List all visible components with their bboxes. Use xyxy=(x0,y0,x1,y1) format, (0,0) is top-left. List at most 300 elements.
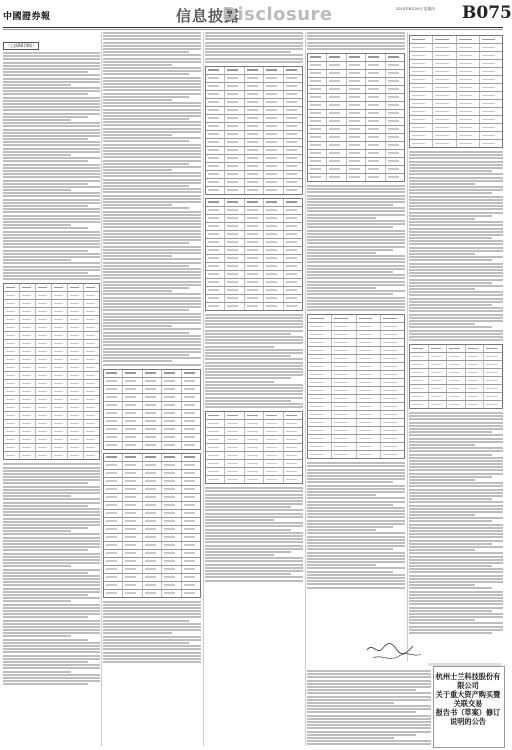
table-row xyxy=(4,348,99,356)
table-cell xyxy=(245,412,264,419)
table-cell xyxy=(225,171,244,178)
table-cell xyxy=(20,388,36,395)
announcement-title-line-2: 报告书（草案）修订说明的公告 xyxy=(435,708,501,726)
table-cell xyxy=(123,582,142,589)
table-cell xyxy=(386,118,404,125)
table-cell xyxy=(245,199,264,206)
text-line xyxy=(3,486,100,488)
table-cell xyxy=(206,91,225,98)
table-cell xyxy=(68,452,84,459)
table-cell xyxy=(357,451,381,458)
table-cell xyxy=(225,452,244,459)
table-cell xyxy=(225,279,244,286)
text-line xyxy=(307,686,431,688)
text-line xyxy=(307,689,416,691)
table-cell xyxy=(366,158,385,165)
table-cell xyxy=(123,442,142,449)
table-cell xyxy=(143,462,162,469)
table-row xyxy=(4,340,99,348)
table-cell xyxy=(381,315,404,322)
table-cell xyxy=(143,402,162,409)
table-cell xyxy=(143,558,162,565)
table-cell xyxy=(36,372,52,379)
text-line xyxy=(3,594,88,596)
text-line xyxy=(307,555,405,557)
table-cell xyxy=(206,147,225,154)
text-line xyxy=(409,613,503,615)
text-line xyxy=(3,581,100,583)
text-line xyxy=(3,514,100,516)
table-cell xyxy=(225,247,244,254)
text-column-4 xyxy=(307,32,405,632)
text-line xyxy=(409,559,503,561)
table-cell xyxy=(206,131,225,138)
text-line xyxy=(3,208,100,210)
text-line xyxy=(3,470,100,472)
masthead xyxy=(0,0,512,28)
table-cell xyxy=(347,70,366,77)
table-cell xyxy=(284,444,302,451)
table-cell xyxy=(20,316,36,323)
table-cell xyxy=(245,207,264,214)
text-line xyxy=(409,622,503,624)
text-line xyxy=(103,255,172,257)
table-cell xyxy=(347,94,366,101)
table-cell xyxy=(20,332,36,339)
table-cell xyxy=(162,510,181,517)
text-line xyxy=(409,212,503,214)
text-line xyxy=(3,266,100,268)
table-cell xyxy=(182,502,200,509)
table-cell xyxy=(182,442,200,449)
signature-mark xyxy=(363,636,427,666)
table-row xyxy=(4,316,99,324)
table-cell xyxy=(308,174,327,181)
table-cell xyxy=(20,412,36,419)
table-row xyxy=(206,107,302,115)
announcement-company: 杭州士兰科技股份有限公司 xyxy=(435,672,501,690)
text-line xyxy=(3,167,100,169)
table-row xyxy=(206,255,302,263)
text-line xyxy=(205,387,303,389)
table-cell xyxy=(447,377,466,384)
text-line xyxy=(205,58,303,60)
text-line xyxy=(3,256,100,258)
table-cell xyxy=(123,590,142,597)
table-cell xyxy=(284,147,302,154)
text-line xyxy=(103,249,201,251)
text-line xyxy=(3,591,100,593)
table-cell xyxy=(123,566,142,573)
text-line xyxy=(307,188,405,190)
table-cell xyxy=(410,108,433,115)
text-line xyxy=(3,533,100,535)
text-line xyxy=(409,161,503,163)
table-cell xyxy=(52,348,68,355)
text-line xyxy=(409,298,503,300)
table-cell xyxy=(206,444,225,451)
table-cell xyxy=(429,369,448,376)
text-line xyxy=(205,490,303,492)
table-cell xyxy=(264,155,283,162)
table-cell xyxy=(182,370,200,377)
text-line xyxy=(3,604,100,606)
table-cell xyxy=(182,542,200,549)
table-cell xyxy=(104,434,123,441)
text-line xyxy=(307,35,405,37)
table-row xyxy=(206,123,302,131)
table-cell xyxy=(84,308,99,315)
table-cell xyxy=(433,116,456,123)
table-cell xyxy=(332,403,356,410)
text-line xyxy=(409,221,503,223)
table-cell xyxy=(308,102,327,109)
table-cell xyxy=(4,412,20,419)
table-cell xyxy=(104,394,123,401)
text-line xyxy=(103,163,189,165)
text-line xyxy=(307,281,405,283)
text-line xyxy=(307,472,405,474)
text-line xyxy=(103,325,172,327)
text-line xyxy=(3,511,100,513)
text-line xyxy=(3,109,100,111)
text-line xyxy=(205,390,303,392)
table-row xyxy=(206,420,302,428)
table-cell xyxy=(36,388,52,395)
text-line xyxy=(103,35,201,37)
table-row xyxy=(308,427,404,435)
text-line xyxy=(103,121,201,123)
table-cell xyxy=(206,271,225,278)
text-line xyxy=(409,272,503,274)
text-line xyxy=(205,336,303,338)
table-cell xyxy=(104,502,123,509)
table-row xyxy=(410,68,502,76)
table-cell xyxy=(386,174,404,181)
text-line xyxy=(103,172,201,174)
table-row xyxy=(104,434,200,442)
table-row xyxy=(308,166,404,174)
table-cell xyxy=(143,574,162,581)
text-column-2 xyxy=(103,32,201,746)
text-line xyxy=(409,330,503,332)
text-line xyxy=(205,525,303,527)
table-cell xyxy=(182,470,200,477)
table-cell xyxy=(36,348,52,355)
table-row xyxy=(4,412,99,420)
table-cell xyxy=(386,158,404,165)
table-cell xyxy=(68,412,84,419)
text-line xyxy=(409,180,503,182)
table-cell xyxy=(245,263,264,270)
text-line xyxy=(205,500,303,502)
table-cell xyxy=(104,574,123,581)
table-cell xyxy=(84,404,99,411)
text-line xyxy=(409,476,492,478)
text-line xyxy=(409,250,503,252)
table-cell xyxy=(429,393,448,400)
text-line xyxy=(307,258,405,260)
table-row xyxy=(206,468,302,476)
table-cell xyxy=(433,92,456,99)
table-cell xyxy=(123,494,142,501)
table-cell xyxy=(20,372,36,379)
table-cell xyxy=(52,300,68,307)
table-cell xyxy=(143,386,162,393)
table-cell xyxy=(433,124,456,131)
table-cell xyxy=(123,418,142,425)
table-cell xyxy=(52,428,68,435)
text-line xyxy=(409,339,503,341)
table-cell xyxy=(284,287,302,294)
text-line xyxy=(205,487,303,489)
table-cell xyxy=(327,142,346,149)
table-cell xyxy=(347,62,366,69)
text-line xyxy=(205,323,303,325)
text-line xyxy=(3,87,100,89)
table-cell xyxy=(332,395,356,402)
table-cell xyxy=(332,371,356,378)
text-line xyxy=(409,310,503,312)
text-line xyxy=(409,428,503,430)
text-line xyxy=(3,495,71,497)
text-line xyxy=(3,645,100,647)
table-row xyxy=(4,372,99,380)
text-line xyxy=(205,557,303,559)
table-cell xyxy=(480,108,502,115)
table-row xyxy=(104,442,200,449)
text-line xyxy=(409,415,503,417)
table-cell xyxy=(447,393,466,400)
text-line xyxy=(409,466,503,468)
table-cell xyxy=(206,239,225,246)
table-cell xyxy=(332,355,356,362)
table-row xyxy=(206,91,302,99)
table-row xyxy=(104,418,200,426)
table-cell xyxy=(104,470,123,477)
table-cell xyxy=(143,518,162,525)
announcement-title-line-1: 关于重大资产购买暨关联交易 xyxy=(435,690,501,708)
table-cell xyxy=(84,412,99,419)
text-line xyxy=(205,545,303,547)
table-cell xyxy=(104,426,123,433)
table-cell xyxy=(457,100,480,107)
table-cell xyxy=(264,83,283,90)
text-line xyxy=(3,584,100,586)
table-cell xyxy=(68,436,84,443)
text-line xyxy=(409,425,503,427)
table-cell xyxy=(264,420,283,427)
text-line xyxy=(307,718,431,720)
table-cell xyxy=(457,124,480,131)
table-cell xyxy=(245,295,264,302)
table-cell xyxy=(264,263,283,270)
table-row xyxy=(410,140,502,147)
table-row xyxy=(104,518,200,526)
text-line xyxy=(103,73,189,75)
table-row xyxy=(206,179,302,187)
table-cell xyxy=(308,110,327,117)
table-cell xyxy=(347,78,366,85)
table-row xyxy=(4,388,99,396)
text-line xyxy=(103,360,172,362)
table-cell xyxy=(104,526,123,533)
table-row xyxy=(206,295,302,303)
table-cell xyxy=(284,179,302,186)
table-row xyxy=(104,502,200,510)
table-cell xyxy=(264,163,283,170)
table-cell xyxy=(327,102,346,109)
table-row xyxy=(308,174,404,181)
table-cell xyxy=(327,78,346,85)
text-line xyxy=(205,320,303,322)
text-line xyxy=(3,651,100,653)
table-cell xyxy=(20,452,36,459)
table-row xyxy=(206,99,302,107)
table-cell xyxy=(327,126,346,133)
table-cell xyxy=(457,116,480,123)
text-line xyxy=(205,497,303,499)
table-row xyxy=(4,420,99,428)
table-cell xyxy=(225,287,244,294)
text-line xyxy=(409,607,503,609)
table-cell xyxy=(225,91,244,98)
table-cell xyxy=(206,99,225,106)
table-cell xyxy=(225,263,244,270)
table-cell xyxy=(480,124,502,131)
table-cell xyxy=(308,427,332,434)
table-cell xyxy=(284,436,302,443)
text-line xyxy=(3,195,100,197)
table-cell xyxy=(20,396,36,403)
text-line xyxy=(103,290,172,292)
text-line xyxy=(3,667,100,669)
text-line xyxy=(3,664,100,666)
table-cell xyxy=(484,377,502,384)
text-line xyxy=(409,218,475,220)
table-cell xyxy=(225,303,244,310)
table-cell xyxy=(143,418,162,425)
text-line xyxy=(103,214,201,216)
text-line xyxy=(409,224,503,226)
table-cell xyxy=(457,132,480,139)
text-line xyxy=(3,559,100,561)
text-line xyxy=(103,128,201,130)
table-cell xyxy=(162,418,181,425)
text-line xyxy=(205,393,303,395)
table-cell xyxy=(264,436,283,443)
table-cell xyxy=(366,54,385,61)
text-line xyxy=(205,346,274,348)
table-cell xyxy=(123,526,142,533)
text-line xyxy=(409,205,503,207)
table-cell xyxy=(143,550,162,557)
table-cell xyxy=(347,54,366,61)
table-cell xyxy=(466,353,485,360)
table-cell xyxy=(480,132,502,139)
table-cell xyxy=(284,428,302,435)
table-cell xyxy=(162,434,181,441)
text-line xyxy=(103,297,201,299)
table-cell xyxy=(206,247,225,254)
table-cell xyxy=(104,518,123,525)
table-cell xyxy=(182,526,200,533)
text-line xyxy=(307,558,405,560)
table-cell xyxy=(410,68,433,75)
table-cell xyxy=(357,371,381,378)
text-line xyxy=(3,588,100,590)
table-cell xyxy=(484,345,502,352)
table-cell xyxy=(36,396,52,403)
table-cell xyxy=(36,332,52,339)
data-table xyxy=(3,283,100,460)
table-cell xyxy=(162,426,181,433)
table-cell xyxy=(386,126,404,133)
text-line xyxy=(205,564,303,566)
table-cell xyxy=(104,510,123,517)
table-cell xyxy=(182,434,200,441)
data-table xyxy=(409,35,503,148)
table-cell xyxy=(410,60,433,67)
table-cell xyxy=(143,590,162,597)
text-line xyxy=(3,52,100,54)
text-line xyxy=(307,214,405,216)
table-cell xyxy=(308,347,332,354)
table-cell xyxy=(284,75,302,82)
table-row xyxy=(410,76,502,84)
table-cell xyxy=(332,363,356,370)
table-cell xyxy=(433,60,456,67)
text-line xyxy=(307,724,431,726)
text-line xyxy=(3,135,100,137)
table-cell xyxy=(143,534,162,541)
table-cell xyxy=(484,361,502,368)
text-line xyxy=(3,683,88,685)
table-cell xyxy=(332,443,356,450)
text-line xyxy=(205,513,303,515)
table-cell xyxy=(20,324,36,331)
table-cell xyxy=(36,324,52,331)
table-row xyxy=(4,292,99,300)
table-cell xyxy=(162,470,181,477)
text-line xyxy=(205,377,291,379)
text-line xyxy=(103,51,189,53)
text-line xyxy=(409,591,503,593)
text-line xyxy=(205,516,303,518)
table-cell xyxy=(225,163,244,170)
table-cell xyxy=(52,388,68,395)
text-line xyxy=(103,344,201,346)
table-row xyxy=(104,410,200,418)
text-line xyxy=(307,513,405,515)
text-line xyxy=(103,252,201,254)
table-cell xyxy=(433,36,456,43)
text-line xyxy=(307,715,431,717)
text-line xyxy=(409,581,503,583)
table-row xyxy=(206,163,302,171)
table-row xyxy=(206,75,302,83)
text-line xyxy=(409,418,503,420)
text-line xyxy=(103,99,172,101)
text-line xyxy=(409,282,492,284)
text-line xyxy=(3,680,100,682)
table-cell xyxy=(206,452,225,459)
table-cell xyxy=(123,394,142,401)
table-cell xyxy=(366,150,385,157)
table-cell xyxy=(366,118,385,125)
text-line xyxy=(409,479,475,481)
text-line xyxy=(205,365,303,367)
